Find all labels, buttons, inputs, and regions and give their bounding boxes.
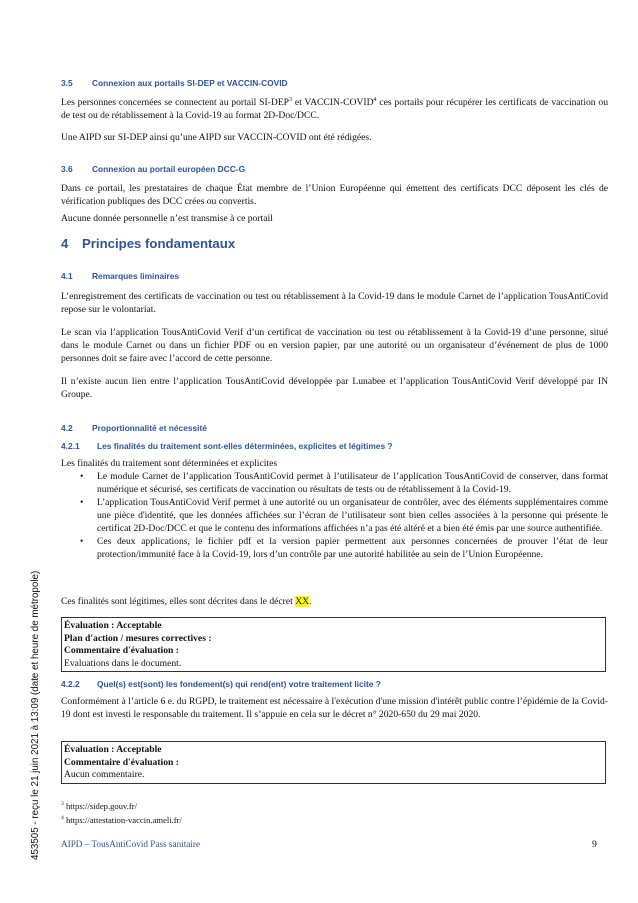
section-number: 3.6 (61, 164, 73, 174)
section-4-1-paragraph-2: Le scan via l’application TousAntiCovid Verif d’un certificat de vaccination ou test ou rétablissement à la Covid-19 d’une personne, situé dans le module Carnet ou dans un fichier PDF ou en version papier, par une autorité ou un organisateur d’événement de plus de 1000 personnes doit se faire avec l’accord de cette personne. (61, 327, 608, 364)
bullet-icon: • (80, 471, 84, 482)
section-title: Quel(s) est(sont) les fondement(s) qui rend(ent) votre traitement licite ? (97, 679, 381, 689)
evaluation-box-4-2-2 (61, 741, 606, 784)
section-4-2-2-paragraph: Conformément à l’article 6 e. du RGPD, le traitement est nécessaire à l'exécution d'une mission d'intérêt public contre l’épidémie de la Covid-19 dont est investi le responsable du traitement. Il s’appuie en cela sur le décret n° 2020-650 du 29 mai 2020. (61, 696, 608, 720)
chapter-number: 4 (61, 236, 69, 251)
section-3-5-heading (61, 78, 288, 88)
evaluation-comment-label: Commentaire d'évaluation : (64, 756, 179, 768)
section-number: 4.2.2 (61, 679, 80, 689)
section-title: Connexion au portail européen DCC-G (92, 164, 246, 174)
section-4-2-2-heading (61, 679, 381, 689)
evaluation-comment-label: Commentaire d'évaluation : (64, 645, 179, 657)
reception-stamp: 453505 - reçu le 21 juin 2021 à 13:09 (date et heure de métropole) (30, 570, 41, 860)
footnote-ref-3: 3 (289, 96, 293, 103)
section-title: Connexion aux portails SI-DEP et VACCIN-COVID (92, 78, 288, 88)
section-number: 4.2 (61, 423, 73, 433)
section-4-1-paragraph-3: Il n’existe aucun lien entre l’application TousAntiCovid développée par Lunabee et l’application TousAntiCovid Verif développé par IN Groupe. (61, 376, 608, 400)
legitimacy-paragraph: Ces finalités sont légitimes, elles sont décrites dans le décret XX. (61, 596, 312, 607)
section-3-6-paragraph-1: Dans ce portail, les prestataires de chaque État membre de l’Union Européenne qui émettent des certificats DCC déposent les clés de vérification publiques des DCC crées ou convertis. (61, 183, 608, 207)
section-4-2-1-intro: Les finalités du traitement sont déterminées et explicites (61, 458, 278, 469)
section-number: 4.2.1 (61, 441, 80, 451)
evaluation-comment: Aucun commentaire. (64, 769, 145, 781)
section-3-5-paragraph-2: Une AIPD sur SI-DEP ainsi qu’une AIPD sur VACCIN-COVID ont été rédigées. (61, 132, 372, 143)
footnote-4: $^4$ https://attestation-vaccin.ameli.fr/ (61, 815, 182, 825)
purposes-list (61, 470, 608, 561)
list-item: • L’application TousAntiCovid Verif permet à une autorité ou un organisateur de contrôler, avec des éléments supplémentaires comme une pièce d'identité, que les données affichées sur l’écran de l’utilisateur sont bien celles associées à la personne qui présente le certificat 2D-Doc/DCC et que le contenu des informations affichées n’a pas été altéré et a bien été émis par une source authentifiée. (80, 497, 608, 534)
section-title: Remarques liminaires (92, 271, 180, 281)
section-3-6-paragraph-2: Aucune donnée personnelle n’est transmise à ce portail (61, 213, 273, 224)
evaluation-status: Évaluation : Acceptable (64, 744, 162, 755)
page-number: 9 (592, 839, 597, 850)
section-4-2-heading (61, 423, 207, 433)
evaluation-status: Évaluation : Acceptable (64, 620, 162, 631)
section-title: Proportionnalité et nécessité (92, 423, 207, 433)
chapter-4-heading (61, 236, 235, 251)
evaluation-comment: Evaluations dans le document. (64, 657, 182, 669)
footnote-3: $^3$ https://sidep.gouv.fr/ (61, 801, 137, 811)
section-number: 4.1 (61, 271, 73, 281)
section-number: 3.5 (61, 78, 73, 88)
list-item: • Le module Carnet de l’application TousAntiCovid permet à l’utilisateur de l’application TousAntiCovid de conserver, dans format numérique et sécurisé, ses certificats de vaccination ou résultats de tests ou de rétablissement à la Covid-19. (80, 471, 608, 495)
footnote-ref-4: 4 (373, 96, 377, 103)
section-4-2-1-heading (61, 441, 393, 451)
section-4-1-heading (61, 271, 179, 281)
section-3-5-paragraph-1: Les personnes concernées se connectent au portail SI-DEP$^3$ et VACCIN-COVID$^4$ ces portails pour récupérer les certificats de vaccination ou de test ou de rétablissement à la Covid-19 au format 2D-Doc/DCC. (61, 96, 608, 121)
list-item: • Ces deux applications, le fichier pdf et la version papier permettent aux personnes concernées de prouver l’état de leur protection/immunité face à la Covid-19, lors d’un contrôle par une autorité habilitée au sein de l’Union Européenne. (80, 536, 608, 560)
section-title: Les finalités du traitement sont-elles déterminées, explicites et légitimes ? (97, 441, 393, 451)
evaluation-box-4-2-1 (61, 617, 606, 672)
footer-document-title: AIPD – TousAntiCovid Pass sanitaire (61, 839, 201, 849)
action-plan-label: Plan d'action / mesures correctives : (64, 632, 212, 644)
bullet-icon: • (80, 497, 84, 508)
section-4-1-paragraph-1: L’enregistrement des certificats de vaccination ou test ou rétablissement à la Covid-19 dans le module Carnet de l’application TousAntiCovid repose sur le volontariat. (61, 291, 608, 315)
section-3-6-heading (61, 164, 245, 174)
highlighted-placeholder: XX (295, 596, 310, 607)
bullet-icon: • (80, 536, 84, 547)
chapter-title: Principes fondamentaux (82, 236, 236, 251)
